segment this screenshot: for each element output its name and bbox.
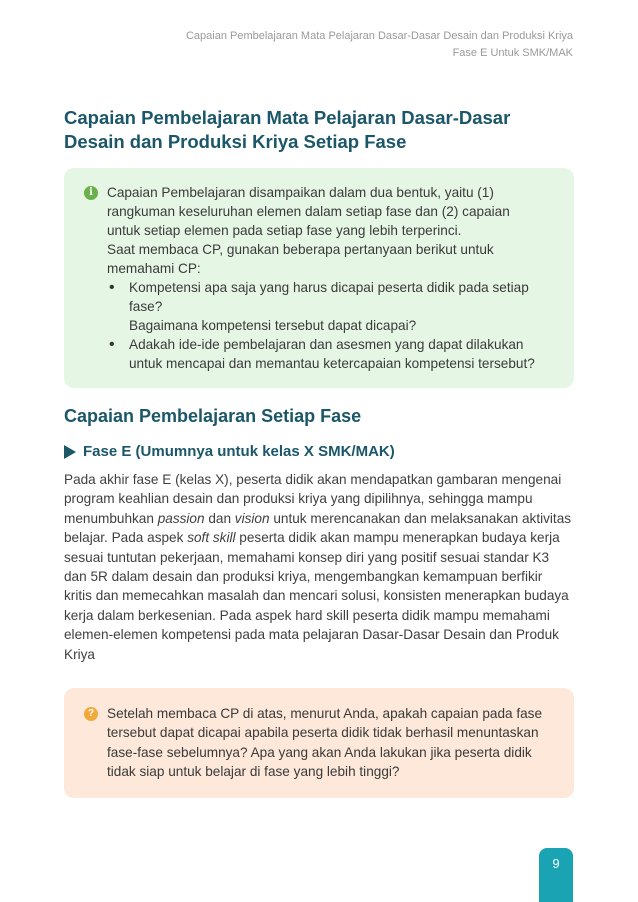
- running-header-line1: Capaian Pembelajaran Mata Pelajaran Dasar-Dasar Desain dan Produksi Kriya: [185, 30, 573, 42]
- info-bullet-list: [107, 278, 546, 373]
- question-icon: ?: [84, 707, 98, 721]
- reflection-text: Setelah membaca CP di atas, menurut Anda, apakah capaian pada fase tersebut dapat dicapai apabila peserta didik tidak berhasil menuntaskan fase-fase sebelumnya? Apa yang akan Anda lakukan jika peserta didik tidak siap untuk belajar di fase yang lebih tinggi?: [107, 706, 543, 780]
- info-icon: i: [84, 186, 98, 200]
- subsection-heading: [64, 442, 574, 462]
- body-text-run: Pada akhir fase E (kelas X), peserta didik akan mendapatkan gambaran mengenai program keahlian desain dan produksi kriya yang dipilihnya, sehingga mampu menumbuhkan: [64, 472, 562, 526]
- body-emphasis: vision: [234, 510, 270, 526]
- info-callout-body: [107, 183, 546, 373]
- info-paragraph-1: Capaian Pembelajaran disampaikan dalam dua bentuk, yaitu (1) rangkuman keseluruhan elemen dalam setiap fase dan (2) capaian untuk setiap elemen pada setiap fase yang lebih terperinci.: [107, 185, 510, 238]
- body-text-run: untuk merencanakan dan melaksanakan aktivitas belajar. Pada aspek: [64, 510, 572, 546]
- info-bullet-item: [107, 335, 546, 373]
- body-paragraph: [64, 470, 574, 664]
- running-header: [53, 28, 573, 62]
- main-content: [64, 106, 574, 798]
- info-bullet-text: Bagaimana kompetensi tersebut dapat dicapai?: [129, 318, 417, 333]
- body-text-run: dan: [204, 510, 235, 526]
- body-text-run: peserta didik akan mampu menerapkan budaya kerja sesuai tuntutan pekerjaan, memahami konsep diri yang positif sesuai standar K3 dan 5R dalam desain dan produksi kriya, mengembangkan kemampuan berfikir kritis dan memecahkan masalah dan mencari solusi, konsisten menerapkan budaya kerja dalam berkesenian. Pada aspek hard skill peserta didik mampu memahami elemen-elemen kompetensi pada mata pelajaran Dasar-Dasar Desain dan Produk Kriya: [64, 530, 569, 662]
- info-paragraph-2: Saat membaca CP, gunakan beberapa pertanyaan berikut untuk memahami CP:: [107, 242, 494, 276]
- section-heading: Capaian Pembelajaran Setiap Fase: [64, 406, 362, 426]
- body-emphasis: soft skill: [187, 530, 236, 546]
- running-header-line2: Fase E Untuk SMK/MAK: [452, 47, 573, 59]
- triangle-bullet-icon: [64, 445, 76, 459]
- page-title: Capaian Pembelajaran Mata Pelajaran Dasar-Dasar Desain dan Produksi Kriya Setiap Fase: [64, 107, 511, 152]
- info-bullet-item: [107, 278, 546, 335]
- body-emphasis: passion: [157, 510, 205, 526]
- page-number: 9: [539, 848, 573, 902]
- info-callout: [64, 168, 574, 388]
- subsection-heading-text: Fase E (Umumnya untuk kelas X SMK/MAK): [83, 443, 395, 460]
- info-bullet-text: • Adakah ide-ide pembelajaran dan asesmen yang dapat dilakukan untuk mencapai dan memantau ketercapaian kompetensi tersebut?: [129, 337, 535, 371]
- info-bullet-text: • Kompetensi apa saja yang harus dicapai peserta didik pada setiap fase?: [129, 280, 529, 314]
- reflection-callout: [64, 688, 574, 798]
